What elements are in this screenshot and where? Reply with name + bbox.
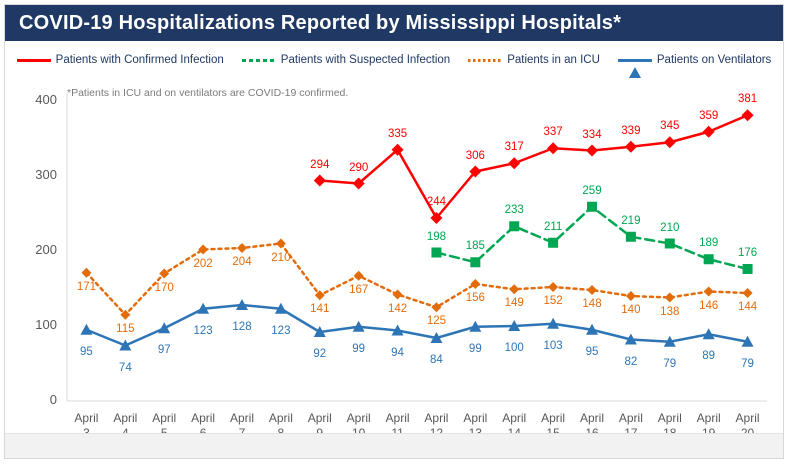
x-axis-tick: April: [346, 411, 371, 425]
data-point-label: 210: [660, 221, 680, 234]
y-axis-tick: 100: [35, 317, 57, 332]
x-axis-tick: April: [618, 411, 643, 425]
data-point-label: 148: [582, 298, 602, 310]
data-point-label: 74: [118, 361, 132, 374]
data-point-label: 202: [193, 257, 213, 270]
data-point-label: 141: [310, 303, 330, 316]
data-point-label: 176: [737, 247, 758, 259]
x-axis-tick: April: [502, 411, 527, 425]
data-point-label: 185: [465, 240, 485, 253]
data-point-label: 334: [582, 128, 602, 141]
data-point-label: 89: [702, 350, 716, 363]
data-point-label: 95: [585, 345, 599, 358]
y-axis-tick: 0: [49, 392, 57, 407]
x-axis-tick: April: [735, 411, 760, 425]
data-point-label: 204: [232, 256, 252, 268]
data-point-label: 95: [80, 345, 93, 358]
data-point-label: 144: [737, 301, 758, 313]
chart-frame: [4, 4, 784, 459]
x-axis-tick: April: [424, 411, 449, 425]
data-point-label: 294: [310, 158, 330, 171]
x-axis-tick: April: [307, 411, 332, 425]
data-point-label: 84: [430, 354, 443, 366]
data-point-label: 100: [504, 342, 524, 354]
x-axis-tick: April: [191, 411, 216, 425]
data-point-label: 337: [543, 126, 563, 139]
data-point-label: 335: [387, 127, 408, 140]
data-point-label: 146: [699, 299, 719, 312]
x-axis-tick: April: [541, 411, 566, 425]
data-point-label: 233: [504, 204, 524, 217]
data-point-label: 244: [426, 196, 447, 208]
chart-note: *Patients in ICU and on ventilators are COVID-19 confirmed.: [67, 87, 349, 99]
x-axis-tick: April: [463, 411, 488, 425]
data-point-label: 156: [465, 292, 485, 304]
data-point-label: 210: [271, 251, 291, 264]
data-point-label: 381: [737, 93, 758, 106]
data-point-label: 94: [391, 346, 404, 359]
data-point-label: 103: [543, 339, 563, 352]
data-point-label: 359: [699, 109, 719, 122]
data-point-label: 99: [468, 342, 482, 355]
data-point-label: 167: [349, 283, 369, 296]
data-point-label: 97: [157, 344, 171, 357]
data-point-label: 140: [621, 304, 641, 316]
data-point-label: 152: [543, 295, 563, 307]
legend-label-suspected: Patients with Suspected Infection: [280, 54, 451, 66]
data-point-label: 123: [193, 324, 213, 337]
data-point-label: 115: [116, 322, 135, 335]
data-point-label: 170: [154, 281, 174, 294]
x-axis-tick: April: [152, 411, 177, 425]
x-axis-tick: April: [268, 411, 293, 425]
x-axis-tick: April: [696, 411, 721, 425]
data-point-label: 79: [741, 357, 754, 370]
data-point-label: 198: [426, 230, 447, 243]
data-point-label: 138: [660, 305, 680, 318]
data-point-label: 259: [582, 184, 602, 197]
data-point-label: 79: [663, 357, 677, 370]
data-point-label: 345: [660, 120, 680, 133]
data-point-label: 306: [465, 149, 485, 162]
y-axis-tick: 200: [35, 242, 57, 257]
page-title: COVID-19 Hospitalizations Reported by Mississippi Hospitals*: [19, 12, 622, 34]
legend-label-icu: Patients in an ICU: [507, 54, 600, 66]
legend-label-ventilators: Patients on Ventilators: [656, 54, 772, 66]
data-point-label: 99: [352, 342, 366, 355]
data-point-label: 128: [232, 321, 252, 333]
x-axis-tick: April: [113, 411, 138, 425]
data-point-label: 171: [76, 280, 97, 293]
x-axis-tick: April: [579, 411, 604, 425]
data-point-label: 290: [349, 161, 369, 174]
data-point-label: 339: [621, 124, 641, 137]
y-axis-tick: 300: [35, 167, 57, 182]
data-point-label: 211: [543, 220, 563, 233]
data-point-label: 142: [387, 302, 408, 315]
footer-band: [5, 433, 783, 458]
x-axis-tick: April: [657, 411, 682, 425]
data-point-label: 92: [313, 348, 327, 360]
data-point-label: 82: [624, 355, 638, 368]
data-point-label: 317: [504, 141, 524, 154]
legend-label-confirmed: Patients with Confirmed Infection: [55, 54, 224, 66]
x-axis-tick: April: [74, 411, 99, 425]
x-axis-tick: April: [229, 411, 254, 425]
y-axis-tick: 400: [35, 92, 57, 107]
data-point-label: 125: [426, 315, 447, 328]
data-point-label: 149: [504, 297, 524, 310]
x-axis-tick: April: [385, 411, 410, 425]
data-point-label: 123: [271, 324, 291, 337]
data-point-label: 189: [699, 237, 719, 250]
data-point-label: 219: [621, 214, 641, 227]
